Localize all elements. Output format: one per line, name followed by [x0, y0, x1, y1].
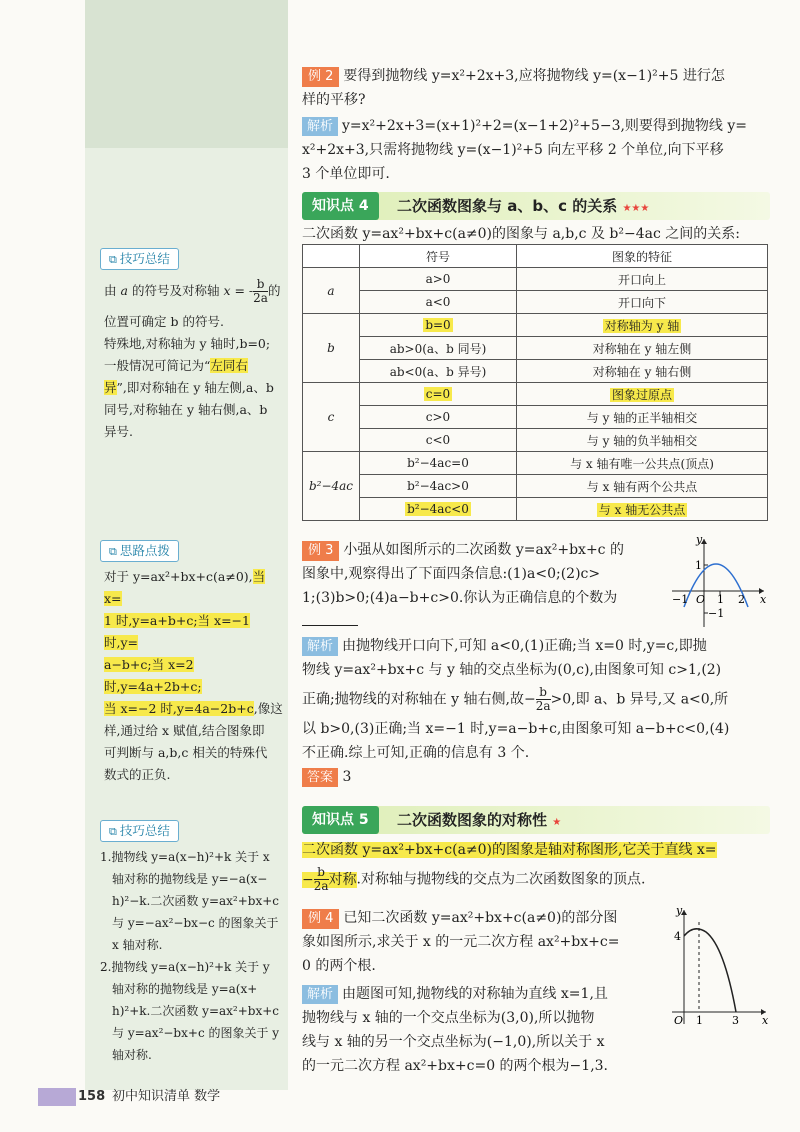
table-cell-sign: b²−4ac>0	[360, 475, 517, 498]
y-label: y	[676, 906, 683, 917]
table-cell-sign: a>0	[360, 268, 517, 291]
tip-thinking-text: 对于 y=ax²+bx+c(a≠0),当 x= 1 时,y=a+b+c;当 x=−1 时,y= a−b+c;当 x=2 时,y=4a+2b+c; 当 x=−2 时,y=4a−2b+c,像这 样,通过给 x 赋值,结合图象即 可判断与 a,b,c 相关的特殊代 数式的正负.	[104, 569, 283, 782]
y-tick-1: 1	[695, 559, 702, 572]
x-label: x	[762, 1014, 769, 1027]
tip-summary-1-text: 由 a 的符号及对称轴 x = - $\frac{b}{2a}$ 的 位置可确定 b 的符号. 特殊地,对称轴为 y 轴时,b=0; 一般情况可简记为“左同右 异”,即对称轴在 y 轴左侧,a、b 同号,对称轴在 y 轴右侧,a、b 异号.	[104, 277, 281, 439]
table-row	[303, 360, 768, 383]
table-row	[303, 406, 768, 429]
x-tick-1: 1	[717, 593, 724, 606]
table-cell-feature: 与 x 轴无公共点	[517, 498, 768, 521]
y-label: y	[696, 535, 703, 546]
table-cell-feature: 与 y 轴的正半轴相交	[517, 406, 768, 429]
book-title: 初中知识清单 数学	[112, 1089, 221, 1104]
sidebar-top-band	[85, 0, 288, 148]
example-4-graph	[668, 906, 770, 1030]
parabola-curve	[684, 929, 736, 1012]
example-3-graph	[668, 535, 770, 631]
answer-tag: 答案	[302, 768, 338, 787]
analysis-tag: 解析	[302, 117, 338, 136]
y-tick-4: 4	[674, 930, 681, 943]
tip-summary-2-text: 1.抛物线 y=a(x−h)²+k 关于 x 轴对称的抛物线是 y=−a(x− h)²−k.二次函数 y=ax²+bx+c 与 y=−ax²−bx−c 的图象关于 x 轴对称. 2.抛物线 y=a(x−h)²+k 关于 y 轴对称的抛物线是 y=a(x+ h)²+k.二次函数 y=ax²+bx+c 与 y=ax²−bx+c 的图象关于 y 轴对称.	[100, 850, 280, 1062]
origin-label: O	[674, 1014, 684, 1027]
x-tick-neg1: −1	[672, 593, 689, 606]
x-tick-2: 2	[738, 593, 745, 606]
analysis-tag: 解析	[302, 985, 338, 1004]
table-cell-feature: 与 y 轴的负半轴相交	[517, 429, 768, 452]
table-cell-feature: 图象过原点	[517, 383, 768, 406]
table-row	[303, 268, 768, 291]
relation-table	[302, 244, 768, 521]
table-cell-feature: 对称轴在 y 轴右侧	[517, 360, 768, 383]
example-tag: 例 2	[302, 67, 339, 87]
table-cell-feature: 对称轴在 y 轴左侧	[517, 337, 768, 360]
tip-icon: ⧉	[109, 253, 117, 266]
example-4: 例 4 已知二次函数 y=ax²+bx+c(a≠0)的部分图 象如图所示,求关于 x 的一元二次方程 ax²+bx+c= 0 的两个根. 解析 由题图可知,抛物线的对称轴为直线 x=1,且 抛物线与 x 轴的一个交点坐标为(3,0),所以抛物 线与 x 轴的另一个交点坐标为(−1,0),所以关于 x 的一元二次方程 ax²+bx+c=0 的两个根为−1,3.	[302, 910, 620, 1074]
star-rating-icon: ★★★	[622, 203, 650, 214]
example-2: 例 2 要得到抛物线 y=x²+2x+3,应将抛物线 y=(x−1)²+5 进行怎 样的平移? 解析 y=x²+2x+3=(x+1)²+2=(x−1+2)²+5−3,则要得到抛物线 y= x²+2x+3,只需将抛物线 y=(x−1)²+5 向左平移 2 个单位,向下平移 3 个单位即可.	[302, 68, 748, 182]
table-row	[303, 452, 768, 475]
table-group-label: b	[303, 314, 360, 383]
tip-thinking-tag: ⧉ 思路点拨	[100, 540, 179, 562]
table-cell-sign: a<0	[360, 291, 517, 314]
star-rating-icon: ★	[552, 817, 562, 828]
table-cell-sign: c=0	[360, 383, 517, 406]
y-tick-neg1: −1	[708, 607, 725, 620]
tip-icon: ⧉	[109, 825, 117, 838]
table-cell-feature: 对称轴为 y 轴	[517, 314, 768, 337]
answer-blank	[302, 611, 358, 626]
table-cell-sign: b²−4ac<0	[360, 498, 517, 521]
table-header-row: 符号 图象的特征	[303, 245, 768, 268]
table-cell-sign: ab<0(a、b 异号)	[360, 360, 517, 383]
table-row	[303, 383, 768, 406]
table-cell-sign: ab>0(a、b 同号)	[360, 337, 517, 360]
footer-color-bar	[38, 1088, 76, 1106]
table-cell-feature: 开口向上	[517, 268, 768, 291]
origin-label: O	[696, 593, 706, 606]
answer-value: 3	[342, 769, 352, 785]
table-group-label: a	[303, 268, 360, 314]
example-tag: 例 3	[302, 541, 339, 561]
table-row	[303, 291, 768, 314]
table-row	[303, 337, 768, 360]
kp4-intro: 二次函数 y=ax²+bx+c(a≠0)的图象与 a,b,c 及 b²−4ac 之间的关系:	[302, 226, 740, 242]
knowledge-point-title: 二次函数图象与 a、b、c 的关系 ★★★	[397, 197, 650, 215]
table-row	[303, 498, 768, 521]
table-cell-feature: 与 x 轴有两个公共点	[517, 475, 768, 498]
table-cell-sign: b²−4ac=0	[360, 452, 517, 475]
knowledge-point-4-header: 知识点 4 二次函数图象与 a、b、c 的关系 ★★★	[302, 192, 770, 220]
table-group-label: c	[303, 383, 360, 452]
table-row	[303, 429, 768, 452]
example-3-question: 例 3 小强从如图所示的二次函数 y=ax²+bx+c 的 图象中,观察得出了下面四条信息:(1)a<0;(2)c> 1;(3)b>0;(4)a−b+c>0.你认为正确信息的个数为	[302, 538, 662, 634]
table-cell-feature: 开口向下	[517, 291, 768, 314]
x-label: x	[760, 593, 767, 606]
table-cell-sign: b=0	[360, 314, 517, 337]
tip-summary-tag-1: ⧉ 技巧总结	[100, 248, 179, 270]
analysis-tag: 解析	[302, 637, 338, 656]
table-row	[303, 314, 768, 337]
table-group-label: b²−4ac	[303, 452, 360, 521]
tip-summary-tag-2: ⧉ 技巧总结	[100, 820, 179, 842]
example-3-analysis: 解析 由抛物线开口向下,可知 a<0,(1)正确;当 x=0 时,y=c,即抛 物线 y=ax²+bx+c 与 y 轴的交点坐标为(0,c),由图象可知 c>1,(2) 正确;抛物线的对称轴在 y 轴右侧,故− $\frac{b}{2a}$ >0,即 a、b 异号,又 a<0,所 以 b>0,(3)正确;当 x=−1 时,y=a−b+c,由图象可知 a−b+c<0,(4) 不正确.综上可知,正确的信息有 3 个. 答案 3	[302, 638, 730, 785]
table-row	[303, 475, 768, 498]
tip-icon: ⧉	[109, 545, 117, 558]
table-cell-sign: c>0	[360, 406, 517, 429]
knowledge-point-title: 二次函数图象的对称性 ★	[397, 811, 562, 829]
kp5-text: 二次函数 y=ax²+bx+c(a≠0)的图象是轴对称图形,它关于直线 x= − $\frac{b}{2a}$ 对称.对称轴与抛物线的交点为二次函数图象的顶点.	[302, 842, 717, 893]
page-number: 158	[78, 1089, 106, 1104]
example-tag: 例 4	[302, 909, 339, 929]
table-cell-feature: 与 x 轴有唯一公共点(顶点)	[517, 452, 768, 475]
knowledge-point-5-header: 知识点 5 二次函数图象的对称性 ★	[302, 806, 770, 834]
x-tick-3: 3	[732, 1014, 739, 1027]
table-cell-sign: c<0	[360, 429, 517, 452]
x-tick-1: 1	[696, 1014, 703, 1027]
